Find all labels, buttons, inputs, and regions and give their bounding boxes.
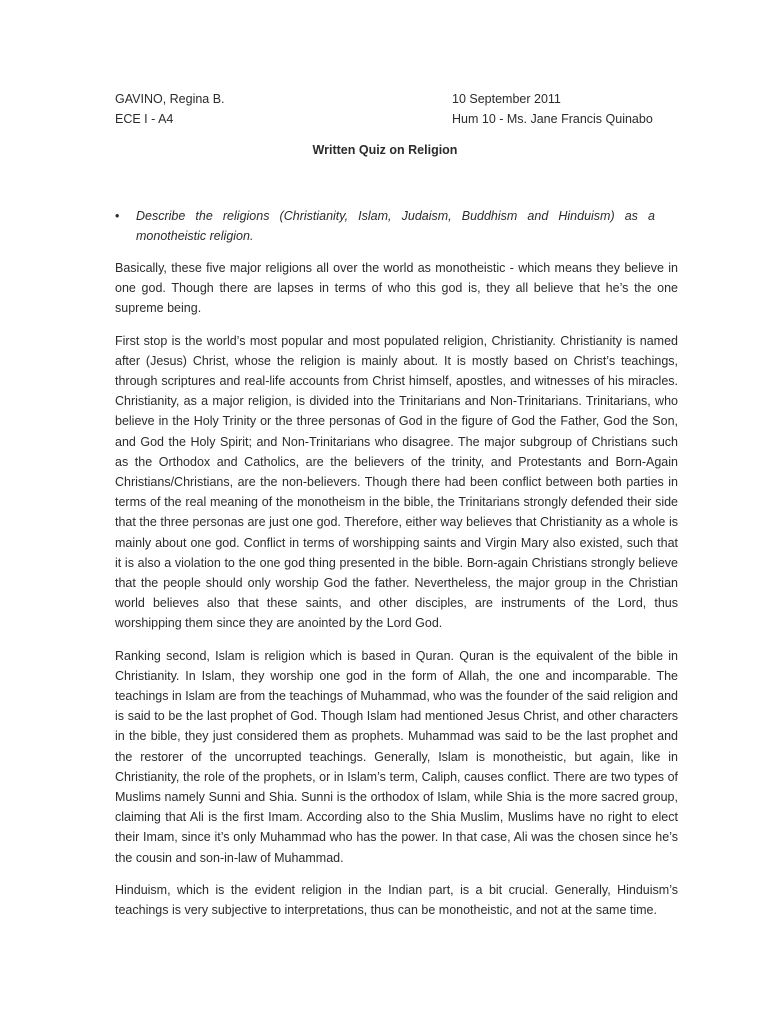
- bullet-marker: •: [115, 209, 120, 223]
- quiz-question: [115, 206, 655, 246]
- author-name: GAVINO, Regina B.: [115, 92, 225, 106]
- course-instructor: Hum 10 - Ms. Jane Francis Quinabo: [452, 112, 653, 126]
- answer-body: [115, 258, 678, 932]
- class-section: ECE I - A4: [115, 112, 174, 126]
- paragraph-hinduism: Hinduism, which is the evident religion in the Indian part, is a bit crucial. Generally, Hinduism’s teachings is very subjective to interpretations, thus can be monotheistic, and not at the same time.: [115, 882, 678, 918]
- paragraph-islam: Ranking second, Islam is religion which is based in Quran. Quran is the equivalent of the bible in Christianity. In Islam, they worship one god in the form of Allah, the one and incomparable. The teachings in Islam are from the teachings of Muhammad, who was the founder of the said religion and is said to be the last prophet of God. Though Islam had mentioned Jesus Christ, and other characters in the bible, they just considered them as prophets. Muhammad was said to be the last prophet and the restorer of the uncorrupted teachings. Generally, Islam is monotheistic, but again, like in Christianity, the role of the prophets, or in Islam’s term, Caliph, causes conflict. There are two types of Muslims namely Sunni and Shia. Sunni is the orthodox of Islam, while Shia is the more sacred group, claiming that Ali is the first Imam. According also to the Shia Muslim, Muslims have no right to elect their Imam, since it’s only Muhammad who has the power. In that case, Ali was the chosen since he’s the cousin and son-in-law of Muhammad.: [115, 648, 678, 865]
- paragraph-christianity: First stop is the world’s most popular and most populated religion, Christianity. Christianity is named after (Jesus) Christ, whose the religion is mainly about. It is mostly based on Christ’s teachings, through scriptures and real-life accounts from Christ himself, apostles, and witnesses of his miracles. Christianity, as a major religion, is divided into the Trinitarians and Non-Trinitarians. Trinitarians, who believe in the Holy Trinity or the three personas of God in the figure of God the Father, God the Son, and God the Holy Spirit; and Non-Trinitarians who disagree. The major subgroup of Christians such as the Orthodox and Catholics, are the believers of the trinity, and Protestants and Born-Again Christians/Christians, are the non-believers. Though there had been conflict between both parties in terms of the real meaning of the monotheism in the bible, the Trinitarians strongly defended their side that the three personas are just one god. Therefore, either way believes that Christianity as a whole is mainly about one god. Conflict in terms of worshipping saints and Virgin Mary also existed, such that it is also a violation to the one god thing presented in the bible. Born-again Christians strongly believe that the people should only worship God the father. Nevertheless, the major group in the Christian world believes also that these saints, and other disciples, are instruments of the Lord, thus worshipping them since they are anointed by the Lord God.: [115, 333, 678, 631]
- question-text: Describe the religions (Christianity, Islam, Judaism, Buddhism and Hinduism) as a monotheistic religion.: [136, 209, 655, 243]
- quiz-date: 10 September 2011: [452, 92, 561, 106]
- paragraph-intro: Basically, these five major religions all over the world as monotheistic - which means they believe in one god. Though there are lapses in terms of who this god is, they all believe that he’s the one supreme being.: [115, 261, 678, 316]
- document-title: Written Quiz on Religion: [312, 143, 458, 157]
